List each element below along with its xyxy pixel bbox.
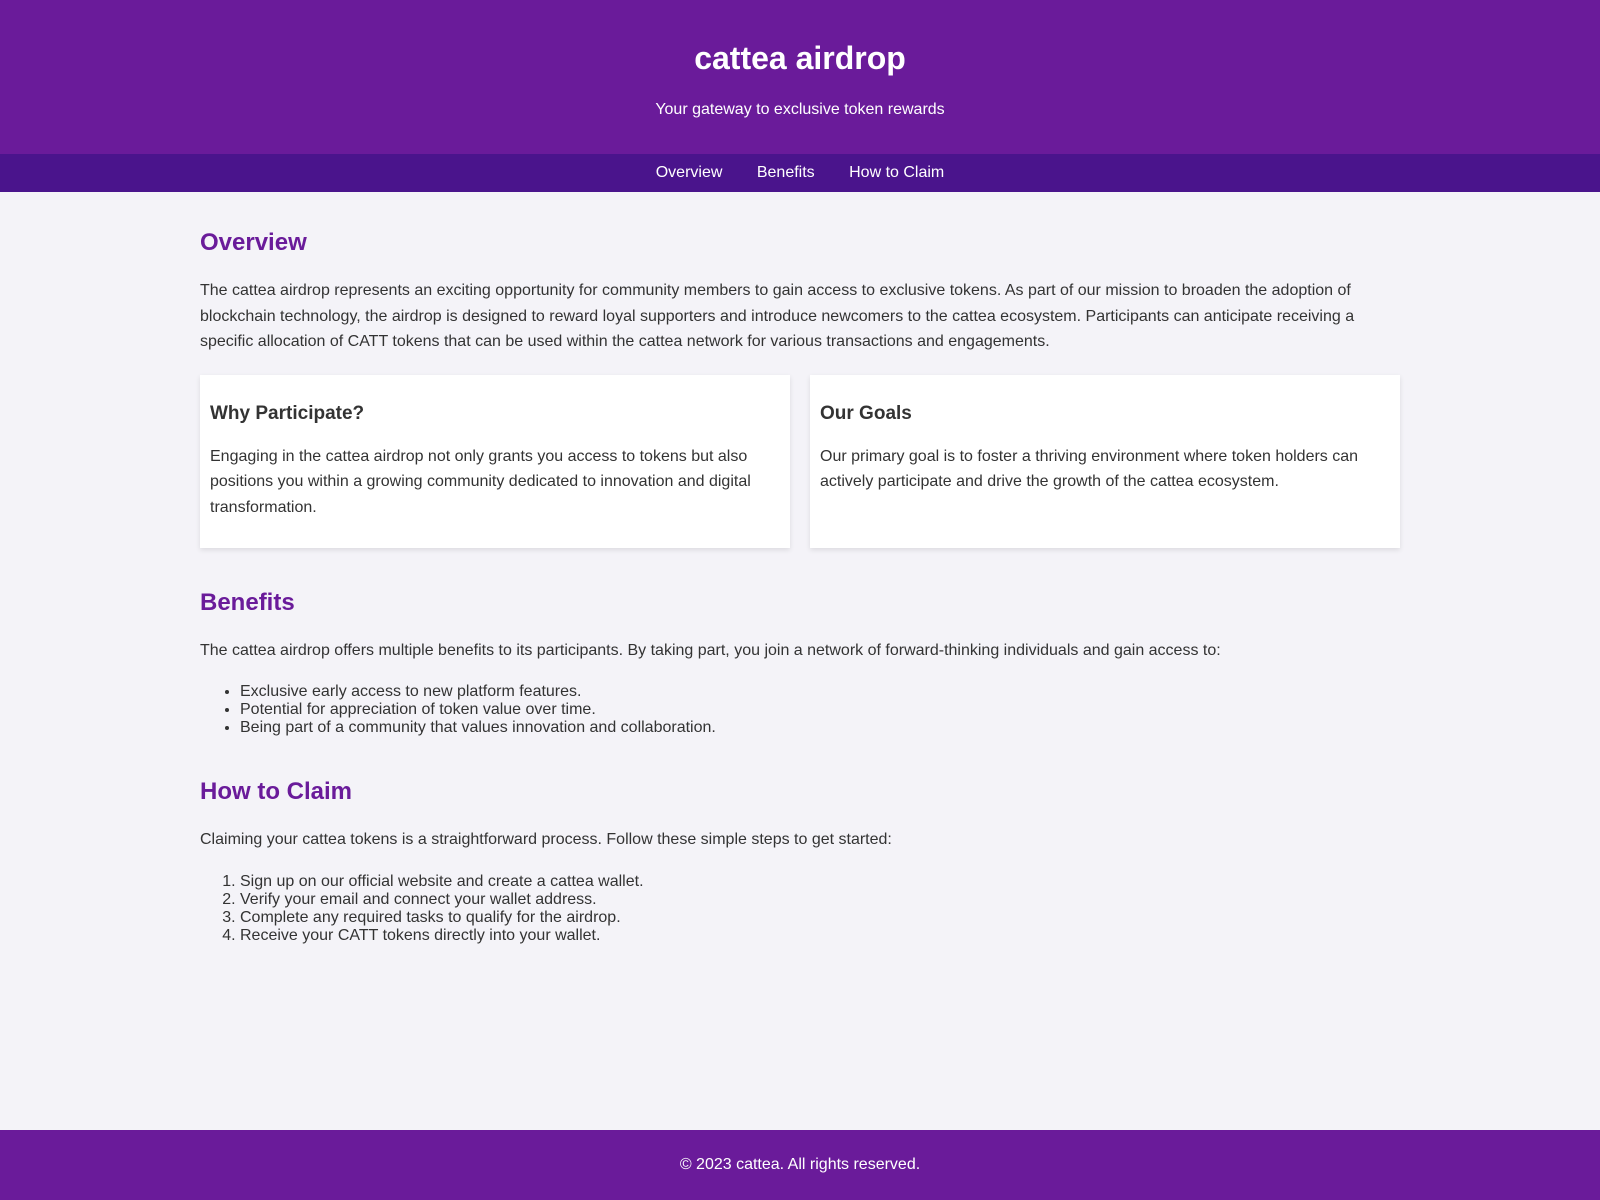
how-to-claim-paragraph: Claiming your cattea tokens is a straightforward process. Follow these simple steps to get started: (200, 831, 892, 849)
how-to-claim-section (200, 777, 1400, 945)
overview-section (200, 228, 1400, 548)
card-title: Our Goals (820, 402, 912, 424)
site-subtitle: Your gateway to exclusive token rewards (655, 101, 945, 118)
card-our-goals (810, 375, 1400, 548)
site-header (0, 0, 1600, 154)
benefits-section (200, 588, 1400, 738)
list-item: • Potential for appreciation of token value over time. (240, 701, 1400, 719)
benefits-list (200, 683, 1400, 737)
overview-cards (200, 375, 1400, 548)
list-item: 3. Complete any required tasks to qualify for the airdrop. (240, 909, 1400, 927)
nav-link-overview[interactable]: Overview (655, 164, 723, 181)
site-title: cattea airdrop (694, 40, 906, 76)
list-item: 1. Sign up on our official website and create a cattea wallet. (240, 873, 1400, 891)
nav-link-how-to-claim[interactable]: How to Claim (849, 164, 945, 181)
copyright-text: © 2023 cattea. All rights reserved. (679, 1156, 921, 1173)
benefits-paragraph: The cattea airdrop offers multiple benefits to its participants. By taking part, you join a network of forward-thinking individuals and gain access to: (200, 641, 1221, 659)
overview-heading: Overview (200, 229, 307, 256)
card-text: Our primary goal is to foster a thriving environment where token holders can actively participate and drive the growth of the cattea ecosystem. (820, 447, 1359, 491)
nav-link-benefits[interactable]: Benefits (756, 164, 815, 181)
overview-paragraph: The cattea airdrop represents an exciting opportunity for community members to gain access to exclusive tokens. As part of our mission to broaden the adoption of blockchain technology, the airdrop is designed to reward loyal supporters and introduce newcomers to the cattea ecosystem. Participants can anticipate receiving a specific allocation of CATT tokens that can be used within the cattea network for various transactions and engagements. (200, 282, 1355, 351)
main-nav (0, 154, 1600, 192)
site-footer (0, 1130, 1600, 1200)
list-item: 2. Verify your email and connect your wallet address. (240, 891, 1400, 909)
claim-steps-list (200, 873, 1400, 945)
list-item: • Exclusive early access to new platform features. (240, 683, 1400, 701)
card-why-participate (200, 375, 790, 548)
list-item: 4. Receive your CATT tokens directly into your wallet. (240, 927, 1400, 945)
list-item: • Being part of a community that values innovation and collaboration. (240, 719, 1400, 737)
how-to-claim-heading: How to Claim (200, 778, 353, 806)
benefits-heading: Benefits (200, 588, 295, 616)
card-title: Why Participate? (210, 402, 365, 424)
card-text: Engaging in the cattea airdrop not only grants you access to tokens but also positions you within a growing community dedicated to innovation and digital transformation. (210, 447, 751, 516)
main-content (200, 192, 1400, 945)
